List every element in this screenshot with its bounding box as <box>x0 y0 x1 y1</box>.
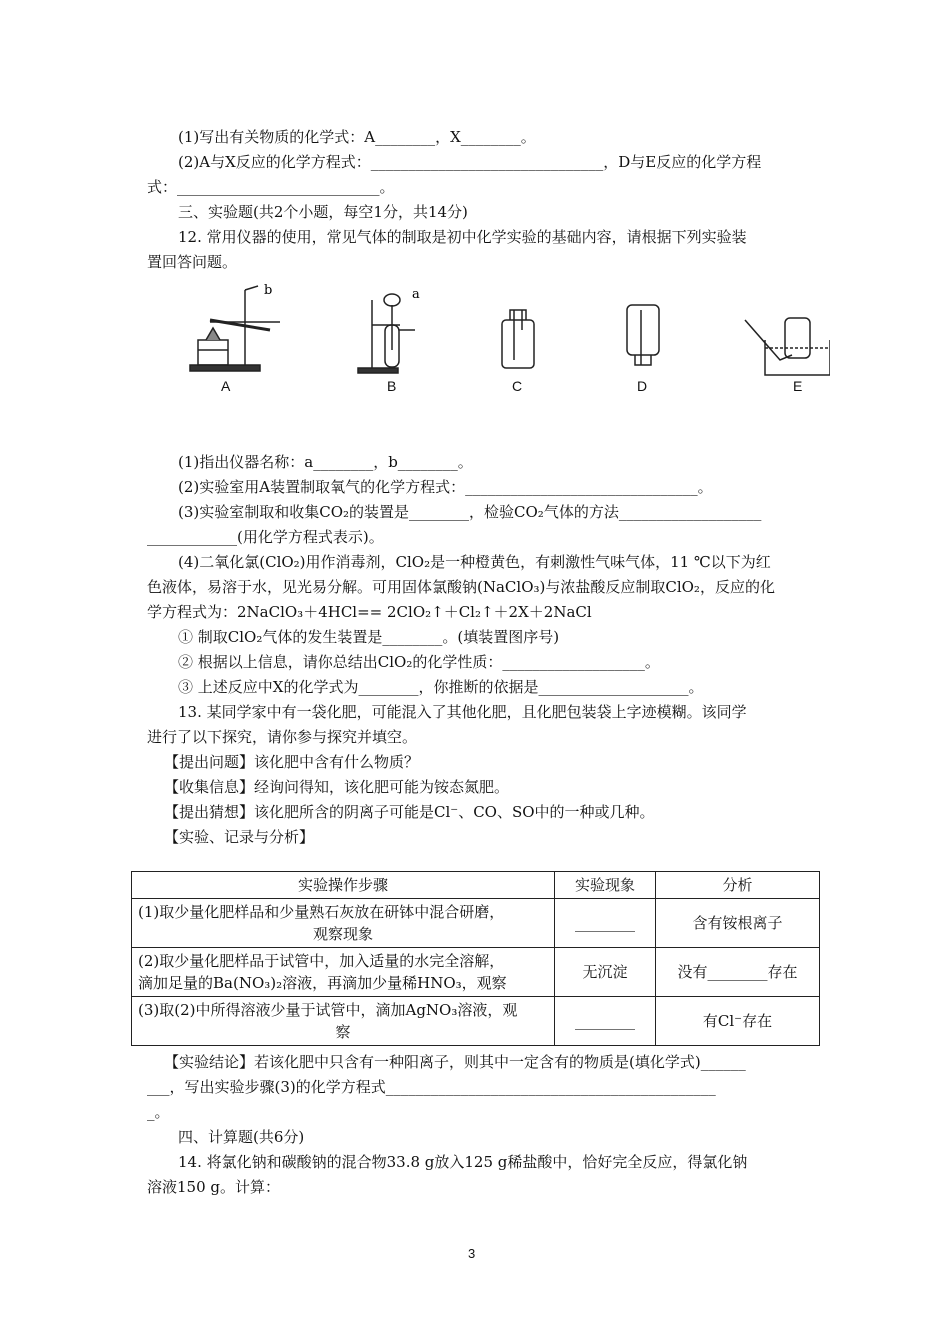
step-cell <box>132 997 555 1046</box>
step-line1: (3)取(2)中所得溶液少量于试管中，滴加AgNO₃溶液，观 <box>138 1001 518 1019</box>
q12-part4-line2: 色液体，易溶于水，见光易分解。可用固体氯酸钠(NaClO₃)与浓盐酸反应制取ClO₂，反应的化 <box>147 578 775 596</box>
analysis-cell: 有Cl⁻存在 <box>656 997 820 1046</box>
analysis-cell: 没有________存在 <box>656 948 820 997</box>
header-steps: 实验操作步骤 <box>132 872 555 899</box>
apparatus-b <box>358 294 415 373</box>
q12-sub1: ① 制取ClO₂气体的发生装置是________。(填装置图序号) <box>178 628 560 646</box>
q11-part2-line1: (2)A与X反应的化学方程式：_______________________________，D与E反应的化学方程 <box>178 153 762 171</box>
q11-part2-line2: 式：___________________________。 <box>147 178 395 196</box>
q12-part4-line3: 学方程式为：2NaClO₃＋4HCl== 2ClO₂↑＋Cl₂↑＋2X＋2NaCl <box>147 603 592 621</box>
q13-record: 【实验、记录与分析】 <box>164 828 315 846</box>
header-analysis: 分析 <box>656 872 820 899</box>
step-line1: (2)取少量化肥样品于试管中，加入适量的水完全溶解， <box>138 952 505 970</box>
q13-intro-line1: 13. 某同学家中有一袋化肥，可能混入了其他化肥，且化肥包装袋上字迹模糊。该同学 <box>178 703 747 721</box>
q12-part1: (1)指出仪器名称：a________，b________。 <box>178 453 473 471</box>
mark-b: b <box>264 283 273 298</box>
section3-title: 三、实验题(共2个小题，每空1分，共14分) <box>178 203 468 221</box>
experiment-table <box>131 871 820 1046</box>
label-e: E <box>793 378 803 394</box>
header-phenomenon: 实验现象 <box>555 872 656 899</box>
step-line2: 察 <box>335 1023 351 1041</box>
label-b: B <box>387 378 397 394</box>
apparatus-e <box>745 318 830 375</box>
analysis-cell: 含有铵根离子 <box>656 899 820 948</box>
phenomenon-cell: ________ <box>555 997 656 1046</box>
table-row <box>132 997 820 1046</box>
q12-part4-line1: (4)二氧化氯(ClO₂)用作消毒剂，ClO₂是一种橙黄色，有刺激性气味气体，11 ℃以下为红 <box>178 553 771 571</box>
q12-intro-line1: 12. 常用仪器的使用，常见气体的制取是初中化学实验的基础内容，请根据下列实验装 <box>178 228 747 246</box>
q13-intro-line2: 进行了以下探究，请你参与探究并填空。 <box>147 728 418 746</box>
label-d: D <box>637 378 648 394</box>
q13-conclusion-line2: ___，写出实验步骤(3)的化学方程式____________________________________________ <box>147 1078 716 1096</box>
q13-question: 【提出问题】该化肥中含有什么物质？ <box>164 753 420 771</box>
section4-title: 四、计算题(共6分) <box>178 1128 305 1146</box>
phenomenon-cell: ________ <box>555 899 656 948</box>
apparatus-figure <box>180 280 830 400</box>
mark-a: a <box>412 287 420 302</box>
q13-info: 【收集信息】经询问得知，该化肥可能为铵态氮肥。 <box>164 778 510 796</box>
table-row <box>132 899 820 948</box>
step-cell <box>132 948 555 997</box>
page-number: 3 <box>468 1246 476 1261</box>
q13-conclusion-line1: 【实验结论】若该化肥中只含有一种阳离子，则其中一定含有的物质是(填化学式)______ <box>164 1053 746 1071</box>
label-a: A <box>221 378 231 394</box>
q12-sub3: ③ 上述反应中X的化学式为________，你推断的依据是____________________。 <box>178 678 704 696</box>
step-line2: 滴加足量的Ba(NO₃)₂溶液，再滴加少量稀HNO₃，观察 <box>138 974 507 992</box>
step-line1: (1)取少量化肥样品和少量熟石灰放在研钵中混合研磨， <box>138 903 505 921</box>
apparatus-a <box>190 286 280 371</box>
q12-part3-line2: ____________(用化学方程式表示)。 <box>147 528 384 546</box>
label-c: C <box>512 378 523 394</box>
table-header-row <box>132 872 820 899</box>
q12-intro-line2: 置回答问题。 <box>147 253 238 271</box>
q12-sub2: ② 根据以上信息，请你总结出ClO₂的化学性质：___________________。 <box>178 653 660 671</box>
q11-part1: (1)写出有关物质的化学式：A________，X________。 <box>178 128 536 146</box>
q13-guess: 【提出猜想】该化肥所含的阴离子可能是Cl⁻、CO、SO中的一种或几种。 <box>164 803 655 821</box>
q14-line1: 14. 将氯化钠和碳酸钠的混合物33.8 g放入125 g稀盐酸中，恰好完全反应，得氯化钠 <box>178 1153 748 1171</box>
q14-line2: 溶液150 g。计算： <box>147 1178 281 1196</box>
table-row <box>132 948 820 997</box>
q12-part2: (2)实验室用A装置制取氧气的化学方程式：_______________________________。 <box>178 478 713 496</box>
q12-part3-line1: (3)实验室制取和收集CO₂的装置是________，检验CO₂气体的方法___________________ <box>178 503 762 521</box>
step-cell <box>132 899 555 948</box>
phenomenon-cell: 无沉淀 <box>555 948 656 997</box>
apparatus-c <box>502 310 534 368</box>
step-line2: 观察现象 <box>312 925 373 943</box>
q13-conclusion-line3: _。 <box>147 1103 170 1121</box>
apparatus-d <box>627 305 659 365</box>
